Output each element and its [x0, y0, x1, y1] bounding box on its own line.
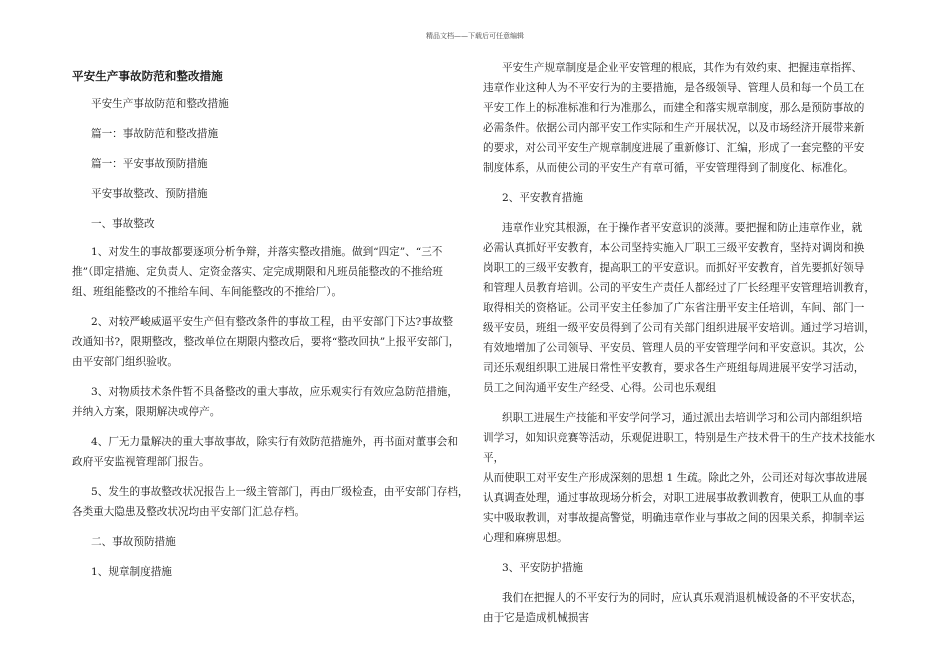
section-heading: 一、事故整改 [91, 218, 155, 230]
paragraph [72, 312, 474, 372]
paragraph [72, 482, 474, 522]
text-line: 有效地增加了公司领导、平安员、管理人员的平安管理学问和平安意识。其次，公 [483, 342, 865, 354]
text-line: 5、发生的事故整改状况报告上一级主管部门，再由厂级检查，由平安部门存档， [91, 486, 469, 498]
left-column [72, 66, 474, 582]
part-heading: 篇一：平安事故预防措施 [91, 158, 208, 170]
text-line: 心理和麻痹思想。 [483, 532, 568, 544]
text-line: 必需条件。依据公司内部平安工作实际和生产开展状况，以及市场经济开展带来新 [483, 122, 865, 134]
subsection-heading: 1、规章制度措施 [91, 566, 172, 578]
text-line: 我们在把握人的不平安行为的同时，应认真乐观消退机械设备的不平安状态， [502, 592, 863, 604]
page-header: 精品文档——下载后可任意编辑 [426, 32, 524, 40]
paragraph [72, 242, 474, 302]
right-column [483, 58, 875, 628]
text-line: 改通知书?，限期整改，整改单位在期限内整改后，要将“整改回执”上报平安部门， [72, 336, 460, 348]
text-line: 组、班组能整改的不推给车间、车间能整改的不推给厂）。 [72, 286, 343, 298]
text-line: 由于它是造成机械损害 [483, 612, 589, 624]
text-line: 认真调查处理，通过事故现场分析会，对职工进展事故教训教育，使职工从血的事 [483, 492, 865, 504]
text-line: 和管理人员教育培训。公司的平安生产责任人都经过了厂长经理平安管理培训教育， [483, 282, 875, 294]
text-line: 平安工作上的标准标准和行为准那么，而建全和落实规章制度，那么是预防事故的 [483, 102, 865, 114]
subsection-heading: 2、平安教育措施 [502, 192, 583, 204]
subtitle: 平安生产事故防范和整改措施 [91, 98, 229, 110]
text-line: 的要求，对公司平安生产规章制度进展了重新修订、汇编，形成了一套完整的平安 [483, 142, 865, 154]
text-line: 并纳入方案，限期解决或停产。 [72, 406, 221, 418]
text-line: 推”（即定措施、定负责人、定资金落实、定完成期限和凡班员能整改的不推给班 [72, 266, 443, 278]
text-line: 3、对物质技术条件暂不具备整改的重大事故，应乐观实行有效应急防范措施， [91, 386, 458, 398]
text-line: 2、对较严峻威逼平安生产但有整改条件的事故工程，由平安部门下达?事故整 [91, 316, 454, 328]
paragraph [483, 218, 875, 398]
section-heading: 二、事故预防措施 [91, 536, 176, 548]
paragraph [483, 588, 875, 628]
text-line: 取得相关的资格证。公司平安主任参加了广东省注册平安主任培训，车间、部门一 [483, 302, 865, 314]
text-line: 必需认真抓好平安教育，本公司坚持实施入厂职工三级平安教育，坚持对调岗和换 [483, 242, 865, 254]
paragraph [72, 382, 474, 422]
text-line: 司还乐观组织职工进展日常性平安教育，要求各生产班组每周进展平安学习活动， [483, 362, 865, 374]
paragraph [72, 432, 474, 472]
text-line: 4、厂无力量解决的重大事故事故，除实行有效防范措施外，再书面对董事会和 [91, 436, 458, 448]
text-line: 各类重大隐患及整改状况均由平安部门汇总存档。 [72, 506, 306, 518]
document-title: 平安生产事故防范和整改措施 [72, 69, 223, 83]
subsection-heading: 3、平安防护措施 [502, 562, 583, 574]
text-line: 违章作业这种人为不平安行为的主要措施，是各级领导、管理人员和每一个员工在 [483, 82, 865, 94]
text-line: 从而使职工对平安生产形成深刻的思想 1 生疏。除此之外，公司还对每次事故进展 [483, 472, 868, 484]
paragraph [483, 408, 875, 548]
text-line: 平安生产规章制度是企业平安管理的根底，其作为有效约束、把握违章指挥、 [502, 62, 863, 74]
section-heading: 平安事故整改、预防措施 [91, 188, 208, 200]
text-line: 岗职工的三级平安教育，提高职工的平安意识。而抓好平安教育，首先要抓好领导 [483, 262, 865, 274]
text-line: 训学习，如知识竞赛等活动，乐观促进职工，特别是生产技术骨干的生产技术技能水平， [483, 432, 875, 464]
part-heading: 篇一：事故防范和整改措施 [91, 128, 219, 140]
text-line: 实中吸取教训，对事故提高警觉，明确违章作业与事故之间的因果关系，抑制幸运 [483, 512, 865, 524]
text-line: 员工之间沟通平安生产经受、心得。公司也乐观组 [483, 382, 717, 394]
text-line: 由平安部门组织验收。 [72, 356, 178, 368]
text-line: 违章作业究其根源，在于操作者平安意识的淡薄。要把握和防止违章作业，就 [502, 222, 863, 234]
text-line: 政府平安监视管理部门报告。 [72, 456, 210, 468]
text-line: 制度体系，从而使公司的平安生产有章可循，平安管理得到了制度化、标准化。 [483, 162, 854, 174]
paragraph [483, 58, 875, 178]
text-line: 1、对发生的事故都要逐项分析争辩，并落实整改措施。做到“四定”、“三不 [91, 246, 443, 258]
text-line: 级平安员，班组一级平安员得到了公司有关部门组织进展平安培训。通过学习培训， [483, 322, 875, 334]
text-line: 织职工进展生产技能和平安学问学习，通过派出去培训学习和公司内部组织培 [502, 412, 863, 424]
